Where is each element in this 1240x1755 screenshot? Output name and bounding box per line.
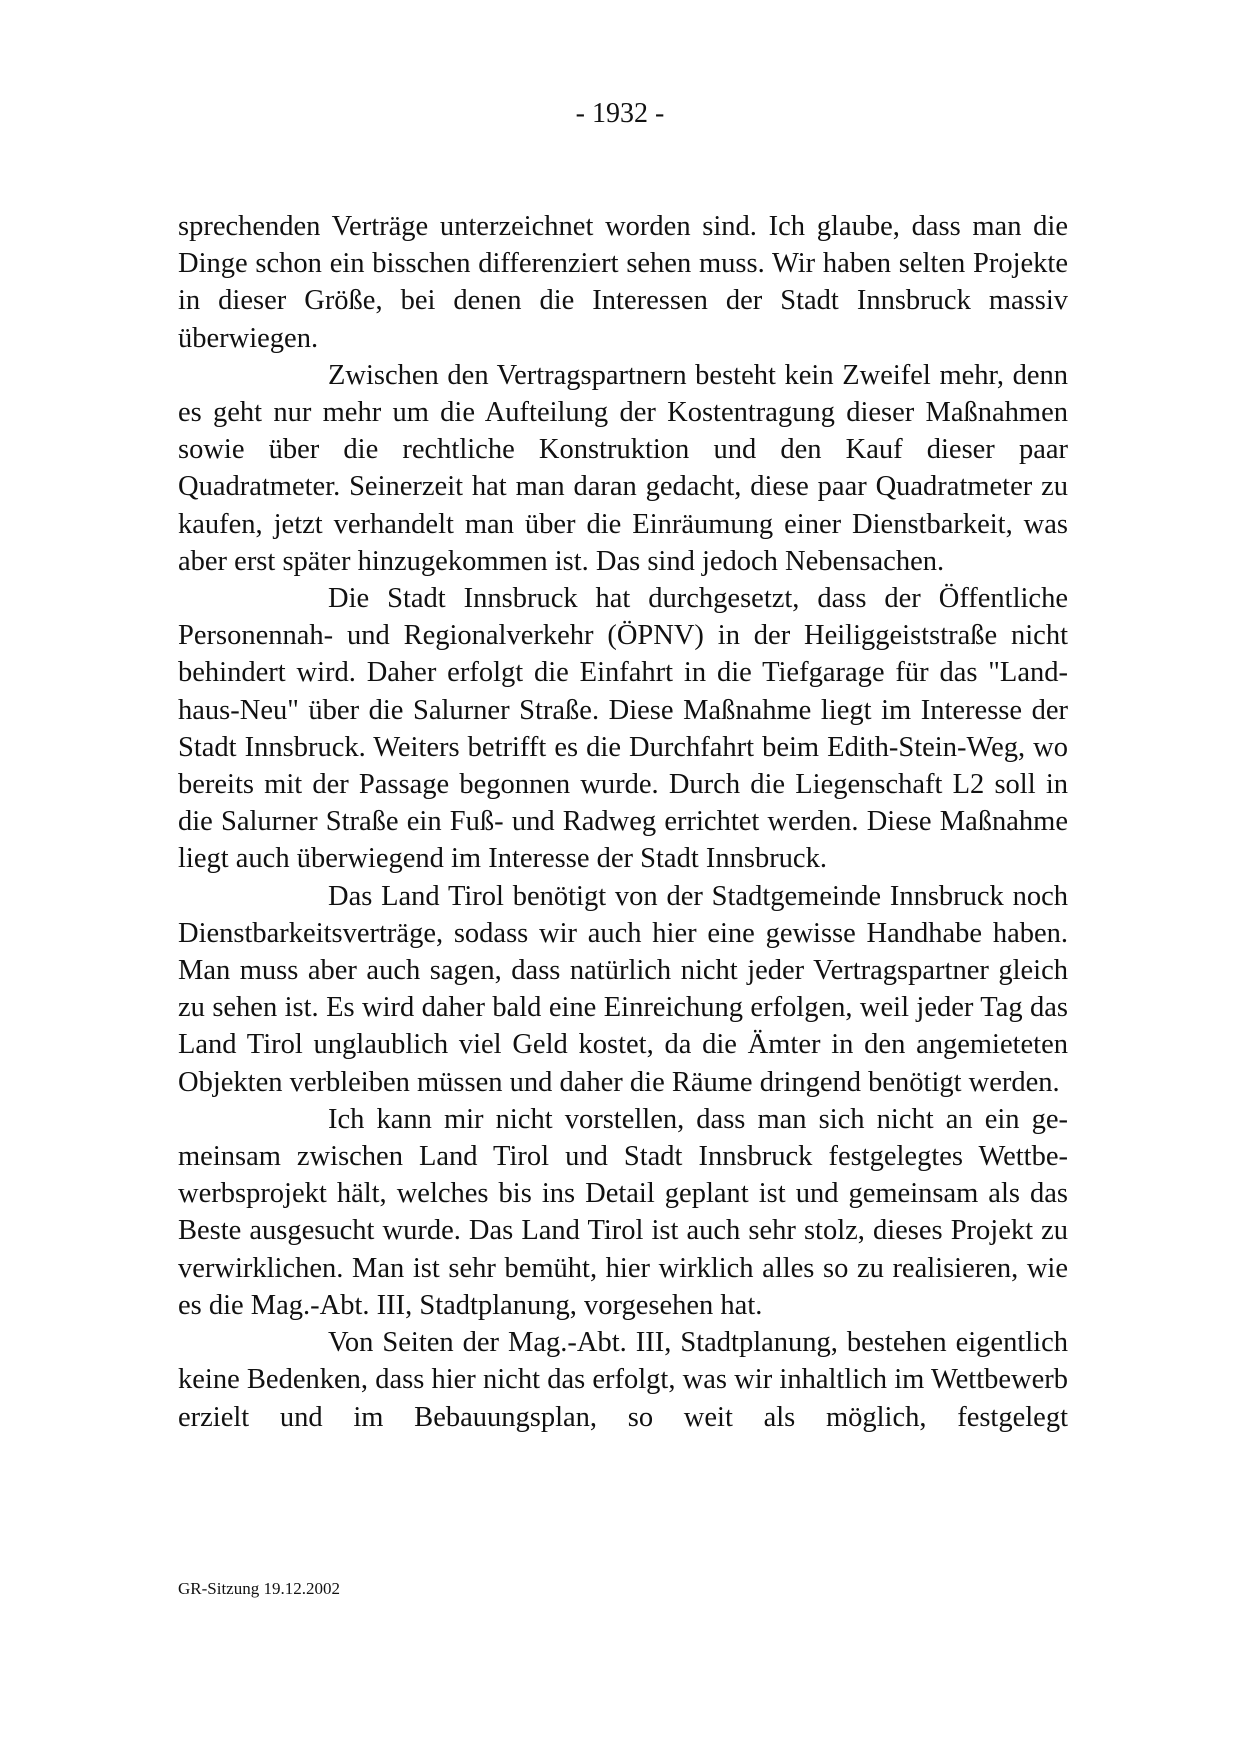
- document-body: [178, 208, 1068, 1436]
- page-footer: GR-Sitzung 19.12.2002: [178, 1579, 340, 1598]
- paragraph: Zwischen den Vertragspartnern besteht kein Zweifel mehr, denn es geht nur mehr um die Aufteilung der Kostentragung dieser Maßnahmen sowie über die rechtliche Konstruktion und den Kauf dieser paar Quadratmeter. Seinerzeit hat man daran gedacht, diese paar Quadratmeter zu kaufen, jetzt verhandelt man über die Einräumung einer Dienstbarkeit, was aber erst später hinzugekommen ist. Das sind jedoch Nebensachen.: [178, 359, 1068, 577]
- paragraph: Die Stadt Innsbruck hat durchgesetzt, dass der Öffentliche Personennah- und Regionalverkehr (ÖPNV) in der Heiliggeiststraße nicht behindert wird. Daher erfolgt die Einfahrt in die Tiefgarage für das "Landhaus-Neu" über die Salurner Straße. Diese Maßnahme liegt im Interesse der Stadt Innsbruck. Weiters betrifft es die Durchfahrt beim Edith-Stein-Weg, wo bereits mit der Passage begonnen wurde. Durch die Liegenschaft L2 soll in die Salurner Straße ein Fuß- und Radweg errichtet werden. Diese Maßnahme liegt auch überwiegend im Interesse der Stadt Innsbruck.: [178, 583, 1068, 875]
- paragraph: Ich kann mir nicht vorstellen, dass man sich nicht an ein gemeinsam zwischen Land Tirol und Stadt Innsbruck festgelegtes Wettbewerbsprojekt hält, welches bis ins Detail geplant ist und gemeinsam als das Beste ausgesucht wurde. Das Land Tirol ist auch sehr stolz, dieses Projekt zu verwirklichen. Man ist sehr bemüht, hier wirklich alles so zu realisieren, wie es die Mag.-Abt. III, Stadtplanung, vorgesehen hat.: [178, 1103, 1068, 1321]
- page-number: - 1932 -: [575, 98, 665, 129]
- paragraph: Von Seiten der Mag.-Abt. III, Stadtplanung, bestehen eigentlich keine Bedenken, dass hier nicht das erfolgt, was wir inhaltlich im Wettbewerb erzielt und im Bebauungsplan, so weit als möglich, festgelegt: [178, 1327, 1068, 1433]
- paragraph: sprechenden Verträge unterzeichnet worden sind. Ich glaube, dass man die Dinge schon ein bisschen differenziert sehen muss. Wir haben selten Projekte in dieser Größe, bei denen die Interessen der Stadt Innsbruck massiv überwiegen.: [178, 211, 1068, 354]
- paragraph: Das Land Tirol benötigt von der Stadtgemeinde Innsbruck noch Dienstbarkeitsverträge, sodass wir auch hier eine gewisse Handhabe haben. Man muss aber auch sagen, dass natürlich nicht jeder Vertragspartner gleich zu sehen ist. Es wird daher bald eine Einreichung erfolgen, weil jeder Tag das Land Tirol unglaublich viel Geld kostet, da die Ämter in den angemieteten Objekten verbleiben müssen und daher die Räume dringend benötigt werden.: [178, 880, 1068, 1098]
